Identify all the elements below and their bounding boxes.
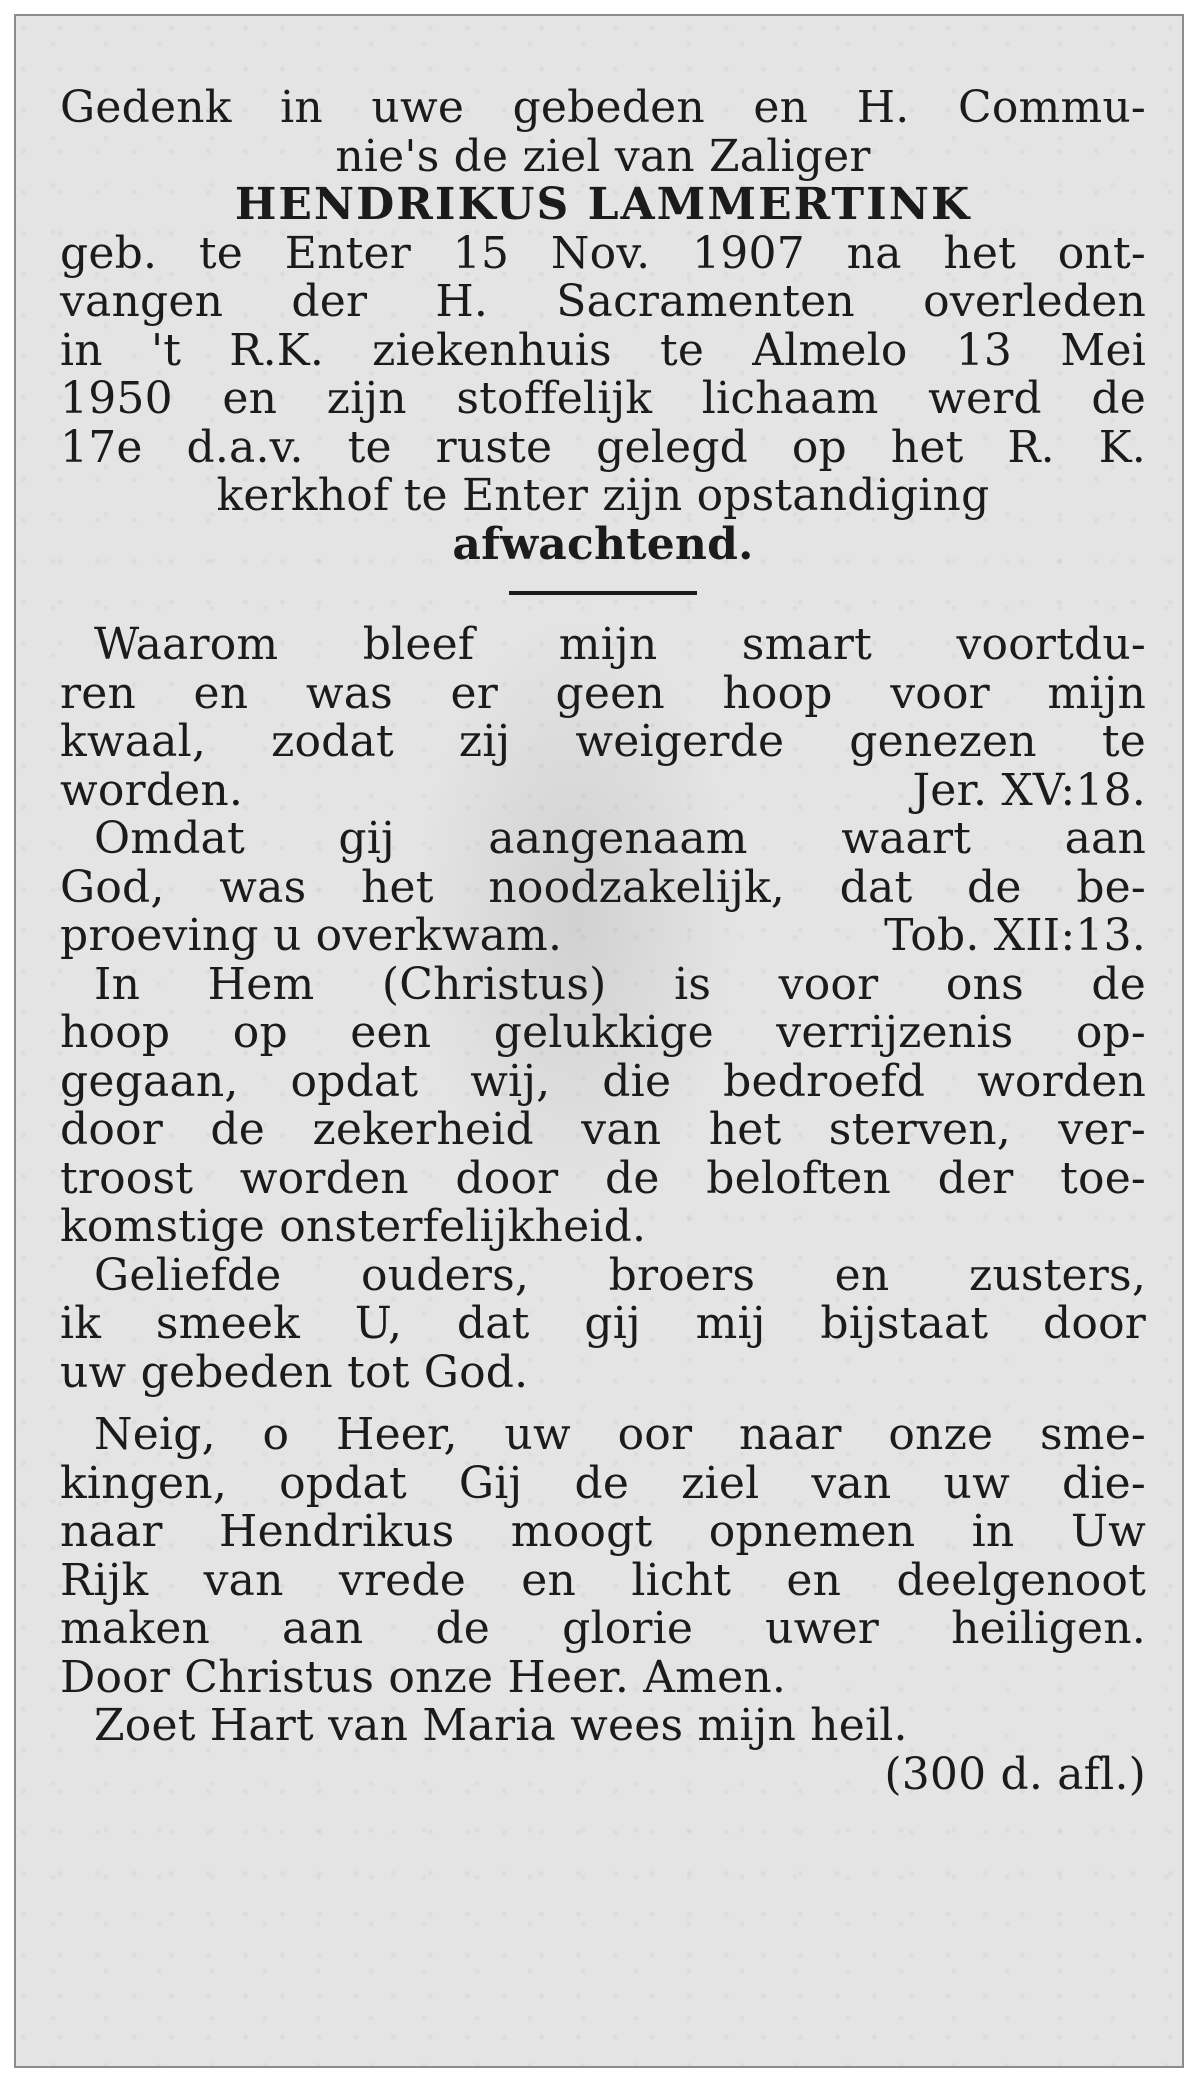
memorial-card — [14, 14, 1184, 2068]
verse-line: ren en was er geen hoop voor mijn — [60, 667, 1146, 719]
verse-line: komstige onsterfelijkheid. — [60, 1201, 647, 1252]
verse-line: Waarom bleef mijn smart voortdu- — [94, 619, 1146, 670]
prayer-line: maken aan de glorie uwer heiligen. — [60, 1603, 1146, 1654]
verse-line: hoop op een gelukkige verrijzenis op- — [60, 1007, 1146, 1058]
intro-line: Gedenk in uwe gebeden en H. Commu- — [60, 82, 1146, 133]
prayer-line: naar Hendrikus moogt opnemen in Uw — [60, 1506, 1146, 1557]
plea-line: Geliefde ouders, broers en zusters, — [94, 1249, 1146, 1301]
verse-line: In Hem (Christus) is voor ons de — [94, 958, 1146, 1010]
verse-line: door de zekerheid van het sterven, ver- — [60, 1104, 1146, 1155]
prayer-line: Neig, o Heer, uw oor naar onze sme- — [94, 1409, 1146, 1460]
prayer-line: Door Christus onze Heer. Amen. — [60, 1651, 787, 1703]
verse-line: kwaal, zodat zij weigerde genezen te — [60, 716, 1146, 767]
bio-line: afwachtend. — [452, 518, 754, 570]
scripture-reference: Jer. XV:18. — [912, 764, 1146, 816]
indulgence-note: (300 d. afl.) — [884, 1748, 1146, 1800]
verse-line — [60, 764, 1146, 816]
ejaculation-line: Zoet Hart van Maria wees mijn heil. — [94, 1700, 908, 1751]
prayer-line: kingen, opdat Gij de ziel van uw die- — [60, 1457, 1146, 1509]
bio-line: geb. te Enter 15 Nov. 1907 na het ont- — [60, 227, 1146, 279]
verse-line: Omdat gij aangenaam waart aan — [94, 813, 1146, 864]
verse-line — [60, 912, 1146, 961]
deceased-name: HENDRIKUS LAMMERTINK — [234, 179, 972, 230]
plea-line: uw gebeden tot God. — [60, 1346, 529, 1398]
verse-line: gegaan, opdat wij, die bedroefd worden — [60, 1055, 1146, 1107]
divider-rule — [509, 591, 697, 595]
scripture-reference: Tob. XII:13. — [884, 910, 1146, 961]
card-text — [60, 84, 1146, 1799]
verse-line: troost worden door de beloften der toe- — [60, 1152, 1146, 1204]
bio-line: 17e d.a.v. te ruste gelegd op het R. K. — [60, 421, 1146, 473]
bio-line: vangen der H. Sacramenten overleden — [60, 276, 1146, 327]
bio-line: 1950 en zijn stoffelijk lichaam werd de — [60, 373, 1146, 424]
plea-line: ik smeek U, dat gij mij bijstaat door — [60, 1298, 1146, 1349]
prayer-line: Rijk van vrede en licht en deelgenoot — [60, 1554, 1146, 1606]
verse-end-text: proeving u overkwam. — [60, 910, 563, 961]
verse-end-text: worden. — [60, 764, 244, 816]
intro-line: nie's de ziel van Zaliger — [335, 130, 871, 182]
bio-line: kerkhof te Enter zijn opstandiging — [216, 470, 990, 521]
verse-line: God, was het noodzakelijk, dat de be- — [60, 861, 1146, 913]
bio-line: in 't R.K. ziekenhuis te Almelo 13 Mei — [60, 324, 1146, 376]
